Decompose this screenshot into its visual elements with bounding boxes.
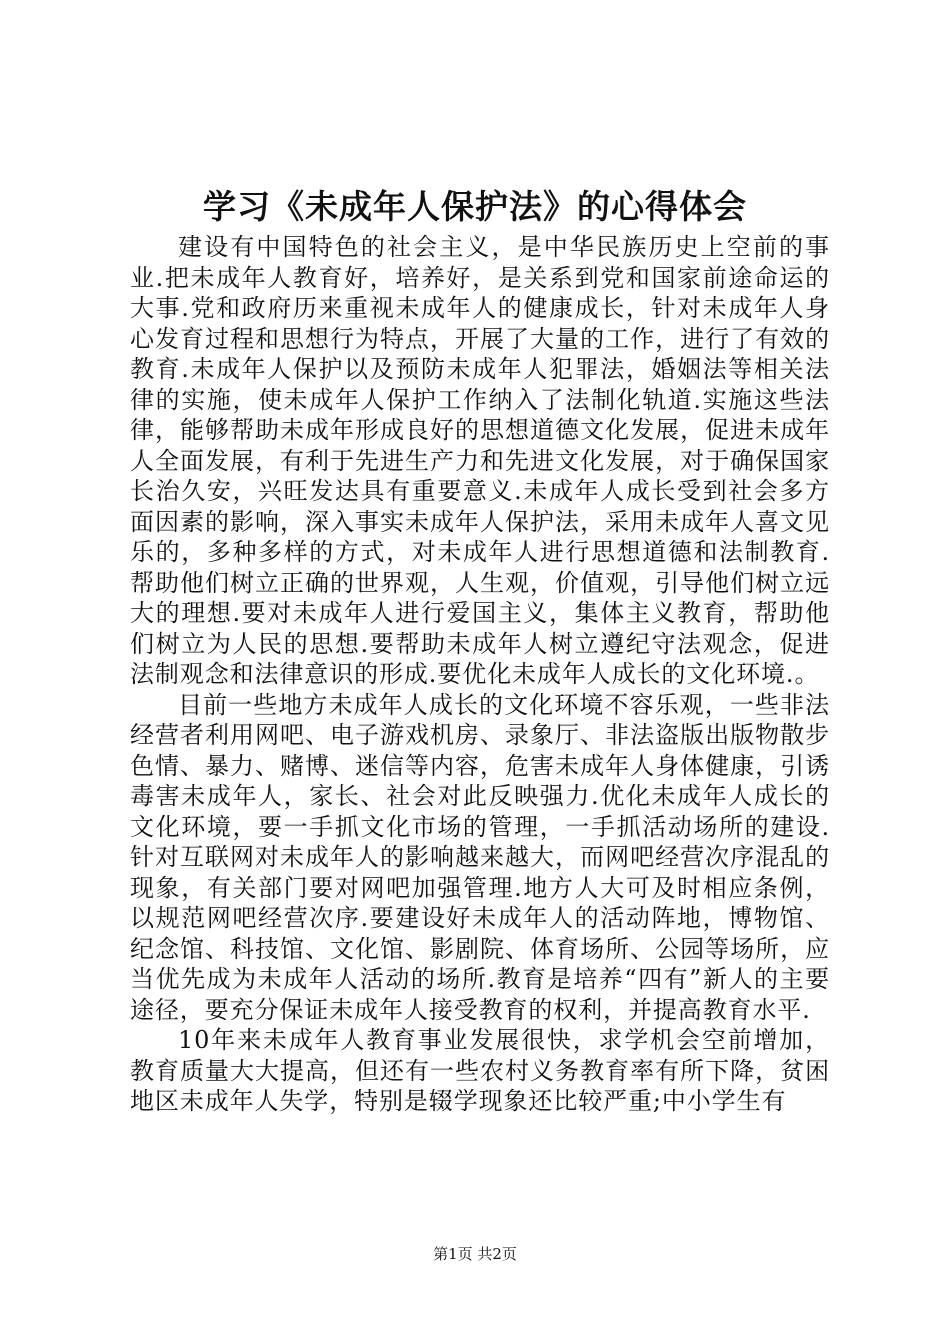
document-title: 学习《未成年人保护法》的心得体会 [203,187,747,226]
document-body [130,232,830,1117]
page-number: 第1页 [433,1245,473,1263]
paragraph-3: 10年来未成年人教育事业发展很快，求学机会空前增加，教育质量大大提高，但还有一些农村义务教育率有所下降，贫困地区未成年人失学，特别是辍学现象还比较严重;中小学生有 [130,1026,830,1115]
paragraph-1: 建设有中国特色的社会主义，是中华民族历史上空前的事业.把未成年人教育好，培养好，是关系到党和国家前途命运的大事.党和政府历来重视未成年人的健康成长，针对未成年人身心发育过程和思想行为特点，开展了大量的工作，进行了有效的教育.未成年人保护以及预防未成年人犯罪法，婚姻法等相关法律的实施，使未成年人保护工作纳入了法制化轨道.实施这些法律，能够帮助未成年形成良好的思想道德文化发展，促进未成年人全面发展，有利于先进生产力和先进文化发展，对于确保国家长治久安，兴旺发达具有重要意义.未成年人成长受到社会多方面因素的影响，深入事实未成年人保护法，采用未成年人喜文见乐的，多种多样的方式，对未成年人进行思想道德和法制教育.帮助他们树立正确的世界观，人生观，价值观，引导他们树立远大的理想.要对未成年人进行爱国主义，集体主义教育，帮助他们树立为人民的思想.要帮助未成年人树立遵纪守法观念，促进法制观念和法律意识的形成.要优化未成年人成长的文化环境.。 [130,233,830,688]
page-total: 共2页 [477,1245,517,1263]
paragraph-2: 目前一些地方未成年人成长的文化环境不容乐观，一些非法经营者利用网吧、电子游戏机房、录象厅、非法盗版出版物散步色情、暴力、赌博、迷信等内容，危害未成年人身体健康，引诱毒害未成年人，家长、社会对此反映强力.优化未成年人成长的文化环境，要一手抓文化市场的管理，一手抓活动场所的建设.针对互联网对未成年人的影响越来越大，而网吧经营次序混乱的现象，有关部门要对网吧加强管理.地方人大可及时相应条例，以规范网吧经营次序.要建设好未成年人的活动阵地，博物馆、纪念馆、科技馆、文化馆、影剧院、体育场所、公园等场所，应当优先成为未成年人活动的场所.教育是培养“四有”新人的主要途径，要充分保证未成年人接受教育的权利，并提高教育水平. [130,690,830,1024]
page-footer [0,1243,950,1265]
